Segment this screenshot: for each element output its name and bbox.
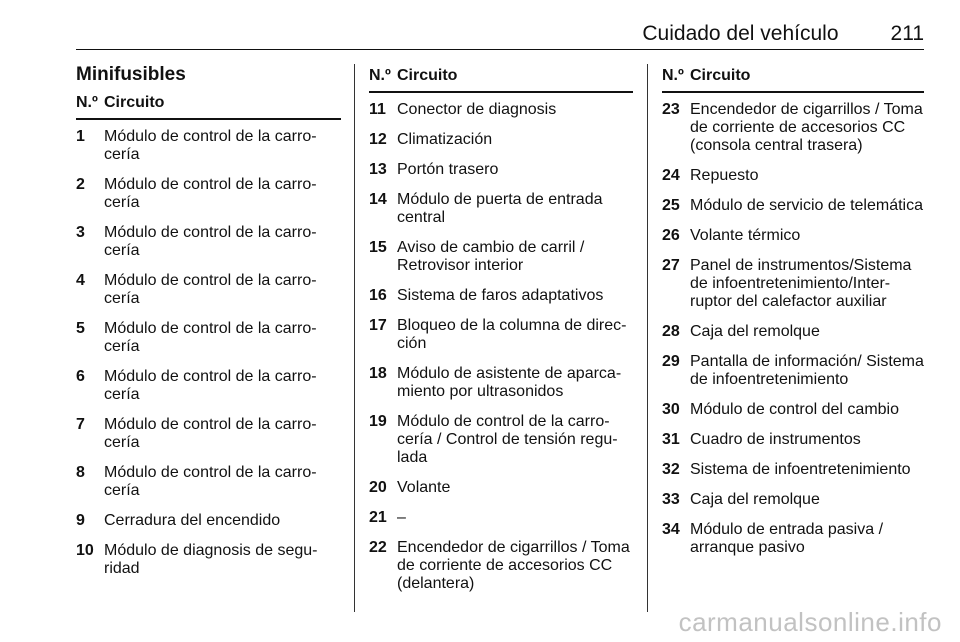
fuse-number: 22 [369, 539, 387, 556]
circuit-name: – [397, 509, 406, 526]
table-row [662, 491, 924, 509]
circuit-name: Módulo de control del cambio [690, 401, 900, 418]
circuit-name: Módulo de control de la carrocería [104, 320, 317, 355]
watermark: carmanualsonline.info [678, 607, 942, 637]
circuit-name: Climatización [397, 131, 493, 148]
fuse-number: 31 [662, 431, 680, 448]
fuse-number: 19 [369, 413, 387, 430]
table-row [76, 416, 341, 452]
table-row [662, 521, 924, 557]
fuse-number: 27 [662, 257, 680, 274]
table-row [369, 479, 633, 497]
fuse-number: 30 [662, 401, 680, 418]
table-header [662, 67, 924, 93]
fuse-number: 15 [369, 239, 387, 256]
fuse-number: 10 [76, 542, 94, 559]
circuit-name: Sistema de infoentretenimiento [690, 461, 911, 478]
circuit-name: Módulo de control de la carrocería [104, 368, 317, 403]
fuse-number: 8 [76, 464, 85, 481]
circuit-name: Módulo de control de la carrocería [104, 224, 317, 259]
header-num: N.º [76, 94, 98, 111]
fuse-number: 6 [76, 368, 85, 385]
circuit-name: Volante térmico [690, 227, 801, 244]
table-row [662, 431, 924, 449]
header-circuit: Circuito [397, 67, 458, 84]
circuit-name: Portón trasero [397, 161, 499, 178]
table-row [76, 224, 341, 260]
table-row [369, 539, 633, 593]
fuse-number: 17 [369, 317, 387, 334]
table-header [369, 67, 633, 93]
table-row [76, 272, 341, 308]
table-row [76, 464, 341, 500]
table-row [662, 167, 924, 185]
header-circuit: Circuito [104, 94, 165, 111]
fuse-number: 14 [369, 191, 387, 208]
circuit-name: Caja del remolque [690, 491, 820, 508]
fuse-number: 25 [662, 197, 680, 214]
fuse-number: 32 [662, 461, 680, 478]
circuit-name: Cerradura del encendido [104, 512, 281, 529]
table-row [369, 161, 633, 179]
circuit-name: Cuadro de instrumentos [690, 431, 861, 448]
circuit-name: Pantalla de información/ Sistema de infoentretenimiento [690, 353, 924, 388]
table-row [76, 512, 341, 530]
fuse-number: 29 [662, 353, 680, 370]
table-row [662, 197, 924, 215]
table-row [369, 413, 633, 467]
table-row [76, 368, 341, 404]
header-num: N.º [369, 67, 391, 84]
table-row [369, 287, 633, 305]
circuit-name: Módulo de diagnosis de seguridad [104, 542, 318, 577]
circuit-name: Encendedor de cigarrillos / Toma de corriente de accesorios CC (delantera) [397, 539, 630, 592]
circuit-name: Caja del remolque [690, 323, 820, 340]
circuit-name: Módulo de control de la carrocería [104, 272, 317, 307]
circuit-name: Módulo de servicio de telemática [690, 197, 924, 214]
fuse-number: 13 [369, 161, 387, 178]
header-num: N.º [662, 67, 684, 84]
table-row [76, 176, 341, 212]
circuit-name: Repuesto [690, 167, 759, 184]
table-header [76, 94, 341, 120]
circuit-name: Volante [397, 479, 451, 496]
circuit-name: Módulo de control de la carrocería / Control de tensión regulada [397, 413, 618, 466]
table-row [369, 317, 633, 353]
circuit-name: Bloqueo de la columna de dirección [397, 317, 627, 352]
circuit-name: Módulo de control de la carrocería [104, 416, 317, 451]
circuit-name: Sistema de faros adaptativos [397, 287, 604, 304]
fuse-number: 5 [76, 320, 85, 337]
page-number: 211 [890, 22, 924, 45]
table-row [662, 227, 924, 245]
table-row [662, 323, 924, 341]
fuse-number: 26 [662, 227, 680, 244]
circuit-name: Módulo de asistente de aparcamiento por ultrasonidos [397, 365, 622, 400]
circuit-name: Módulo de control de la carrocería [104, 128, 317, 163]
fuse-number: 23 [662, 101, 680, 118]
circuit-name: Módulo de puerta de entrada central [397, 191, 603, 226]
circuit-name: Módulo de control de la carrocería [104, 176, 317, 211]
circuit-name: Módulo de entrada pasiva / arranque pasivo [690, 521, 884, 556]
header-circuit: Circuito [690, 67, 751, 84]
table-row [662, 461, 924, 479]
fuse-number: 1 [76, 128, 85, 145]
table-row [76, 542, 341, 578]
table-row [369, 101, 633, 119]
fuse-number: 9 [76, 512, 85, 529]
table-row [369, 365, 633, 401]
table-row [76, 320, 341, 356]
table-row [369, 239, 633, 275]
fuse-number: 18 [369, 365, 387, 382]
fuse-table-col1 [76, 94, 341, 590]
fuse-number: 4 [76, 272, 85, 289]
table-row [76, 128, 341, 164]
fuse-number: 34 [662, 521, 680, 538]
circuit-name: Encendedor de cigarrillos / Toma de corriente de accesorios CC (consola central trasera) [690, 101, 923, 154]
circuit-name: Conector de diagnosis [397, 101, 557, 118]
circuit-name: Aviso de cambio de carril / Retrovisor interior [397, 239, 585, 274]
fuse-number: 12 [369, 131, 387, 148]
table-row [662, 353, 924, 389]
section-title: Minifusibles [76, 64, 186, 85]
fuse-number: 21 [369, 509, 387, 526]
fuse-number: 2 [76, 176, 85, 193]
circuit-name: Módulo de control de la carrocería [104, 464, 317, 499]
fuse-table-col2 [369, 67, 633, 605]
table-row [369, 509, 633, 527]
section-name: Cuidado del vehículo [642, 22, 839, 45]
fuse-number: 7 [76, 416, 85, 433]
page-header [76, 22, 924, 46]
fuse-number: 33 [662, 491, 680, 508]
table-row [662, 101, 924, 155]
column-divider [354, 64, 355, 612]
fuse-number: 3 [76, 224, 85, 241]
fuse-number: 28 [662, 323, 680, 340]
fuse-number: 24 [662, 167, 680, 184]
header-rule [76, 49, 924, 50]
circuit-name: Panel de instrumentos/Sistema de infoentretenimiento/Interruptor del calefactor auxiliar [690, 257, 912, 310]
fuse-number: 11 [369, 101, 386, 118]
table-row [369, 191, 633, 227]
fuse-number: 20 [369, 479, 387, 496]
table-row [369, 131, 633, 149]
fuse-table-col3 [662, 67, 924, 569]
fuse-number: 16 [369, 287, 387, 304]
table-row [662, 401, 924, 419]
table-row [662, 257, 924, 311]
column-divider [647, 64, 648, 612]
